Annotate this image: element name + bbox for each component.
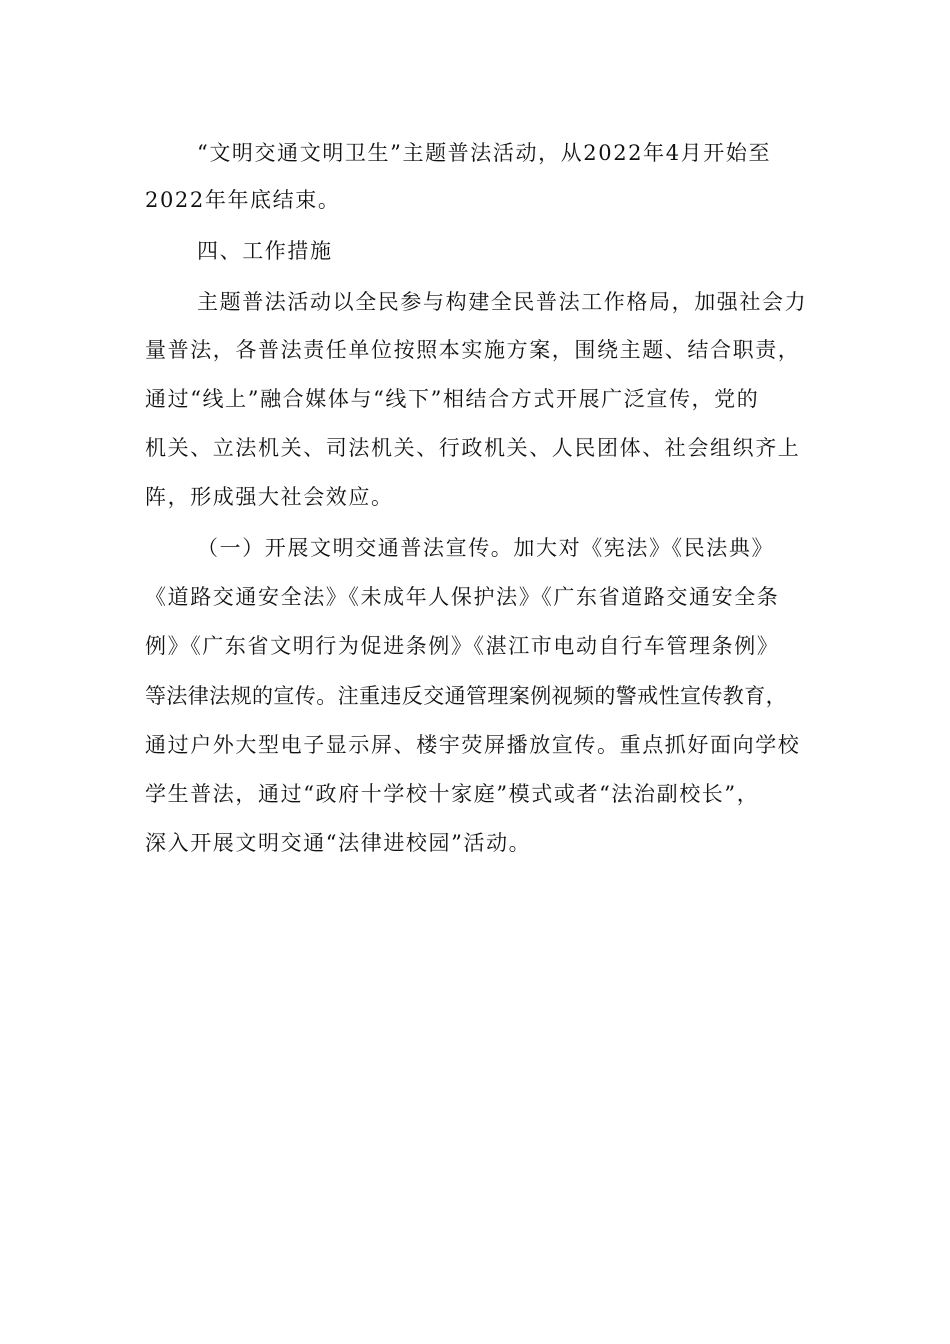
paragraph-line: 通过户外大型电子显示屏、楼宇荧屏播放宣传。重点抓好面向学校 bbox=[145, 733, 801, 757]
paragraph-line: “文明交通文明卫生”主题普法活动，从2022年4月开始至 bbox=[197, 141, 772, 165]
paragraph-line: 学生普法，通过“政府十学校十家庭”模式或者“法治副校长”， bbox=[145, 782, 760, 806]
paragraph-line: 等法律法规的宣传。注重违反交通管理案例视频的警戒性宣传教育， bbox=[145, 684, 787, 708]
paragraph-line: 例》《广东省文明行为促进条例》《湛江市电动自行车管理条例》 bbox=[145, 634, 780, 658]
paragraph-line: 通过“线上”融合媒体与“线下”相结合方式开展广泛宣传，党的 bbox=[145, 387, 760, 411]
paragraph-line: 量普法，各普法责任单位按照本实施方案，围绕主题、结合职责， bbox=[145, 338, 801, 362]
section-heading: 四、工作措施 bbox=[197, 239, 333, 263]
paragraph-line: 阵，形成强大社会效应。 bbox=[145, 485, 394, 509]
paragraph-line: （一）开展文明交通普法宣传。加大对《宪法》《民法典》 bbox=[197, 536, 775, 560]
paragraph-line: 深入开展文明交通“法律进校园”活动。 bbox=[145, 831, 532, 855]
paragraph-line: 《道路交通安全法》《未成年人保护法》《广东省道路交通安全条 bbox=[145, 585, 780, 609]
paragraph-line: 机关、立法机关、司法机关、行政机关、人民团体、社会组织齐上 bbox=[145, 436, 801, 460]
paragraph-line: 2022年年底结束。 bbox=[145, 188, 341, 212]
paragraph-line: 主题普法活动以全民参与构建全民普法工作格局，加强社会力 bbox=[197, 290, 808, 314]
